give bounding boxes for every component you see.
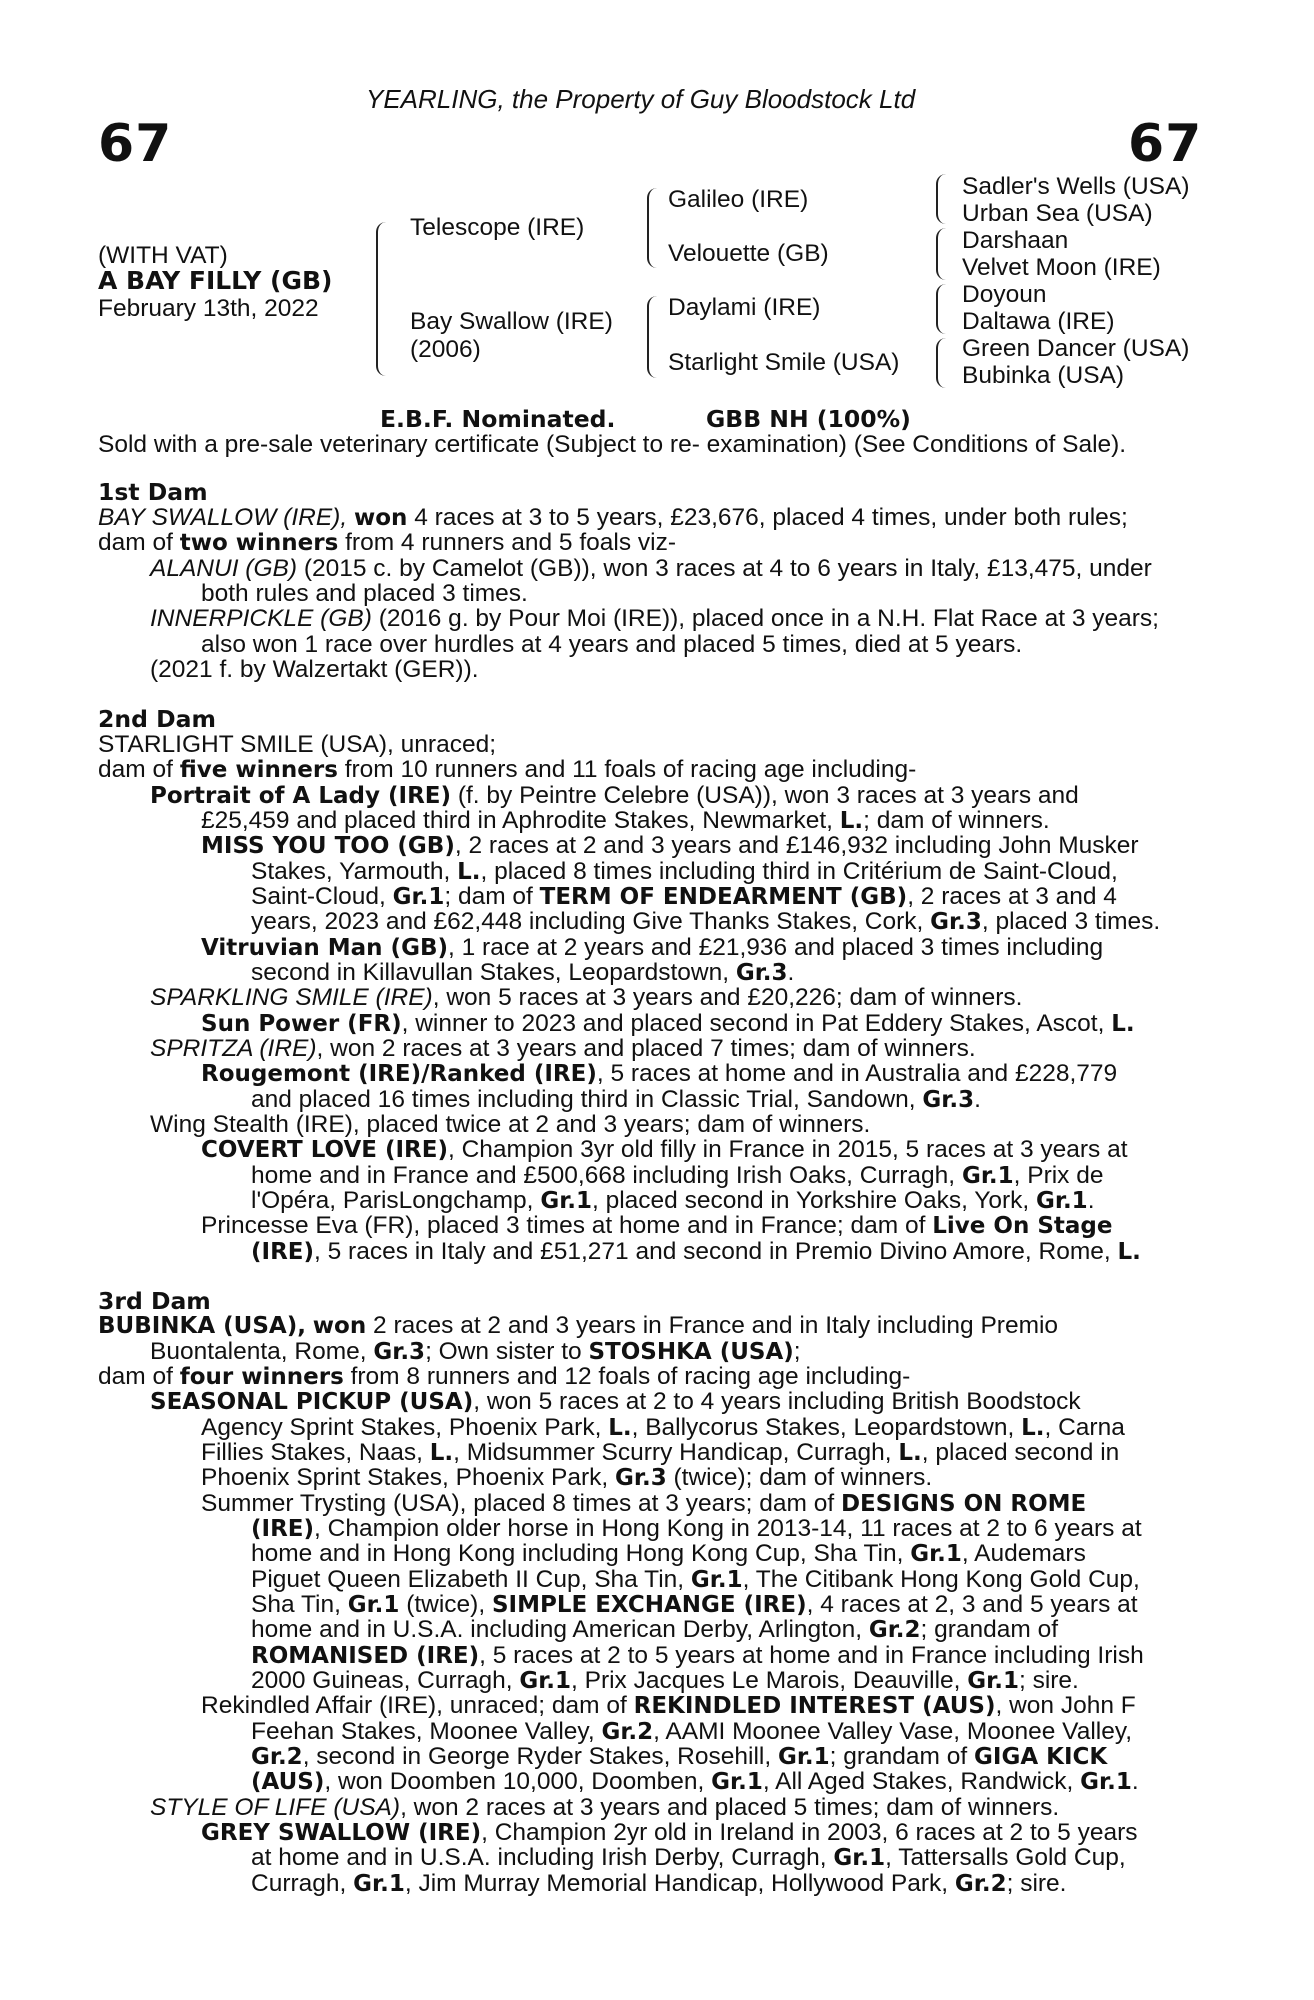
dam2-line: dam of five winners from 10 runners and 11 foals of racing age including-: [98, 756, 917, 783]
dam1-line: (2021 f. by Walzertakt (GER)).: [150, 656, 479, 683]
dam3-line: 2000 Guineas, Curragh, Gr.1, Prix Jacques Le Marois, Deauville, Gr.1; sire.: [251, 1667, 1079, 1694]
pedigree-dsd: Daltawa (IRE): [962, 308, 1115, 335]
dam3-heading: 3rd Dam: [98, 1287, 211, 1315]
lot-name: A BAY FILLY (GB): [98, 266, 333, 295]
dam3-line: STYLE OF LIFE (USA), won 2 races at 3 years and placed 5 times; dam of winners.: [150, 1794, 1060, 1821]
dam2-line: SPARKLING SMILE (IRE), won 5 races at 3 years and £20,226; dam of winners.: [150, 984, 1023, 1011]
dam2-line: COVERT LOVE (IRE), Champion 3yr old filly in France in 2015, 5 races at 3 years at: [201, 1136, 1128, 1163]
bracket-ds: [936, 284, 946, 334]
pedigree-dam-year: (2006): [410, 336, 481, 363]
dam3-line: (AUS), won Doomben 10,000, Doomben, Gr.1, All Aged Stakes, Randwick, Gr.1.: [251, 1768, 1139, 1795]
page-title: YEARLING, the Property of Guy Bloodstock Ltd: [366, 84, 916, 114]
bracket-ss: [936, 174, 946, 224]
bracket-sire: [647, 188, 659, 268]
vat-note: (WITH VAT): [98, 242, 228, 269]
dam3-line: Buontalenta, Rome, Gr.3; Own sister to STOSHKA (USA);: [150, 1338, 801, 1365]
dam2-line: and placed 16 times including third in Classic Trial, Sandown, Gr.3.: [251, 1086, 981, 1113]
dam3-line: ROMANISED (IRE), 5 races at 2 to 5 years at home and in France including Irish: [251, 1642, 1144, 1669]
pedigree-ss: Galileo (IRE): [668, 186, 809, 213]
dam2-line: Wing Stealth (IRE), placed twice at 2 and 3 years; dam of winners.: [150, 1111, 871, 1138]
dam2-line: Princesse Eva (FR), placed 3 times at home and in France; dam of Live On Stage: [201, 1212, 1113, 1239]
foaling-date: February 13th, 2022: [98, 295, 319, 322]
dam3-line: (IRE), Champion older horse in Hong Kong in 2013-14, 11 races at 2 to 6 years at: [251, 1515, 1142, 1542]
dam3-line: Fillies Stakes, Naas, L., Midsummer Scurry Handicap, Curragh, L., placed second in: [201, 1439, 1120, 1466]
bracket-sd: [936, 228, 946, 280]
bracket-main: [376, 222, 388, 376]
dam2-line: years, 2023 and £62,448 including Give Thanks Stakes, Cork, Gr.3, placed 3 times.: [251, 908, 1161, 935]
dam3-line: BUBINKA (USA), won 2 races at 2 and 3 years in France and in Italy including Premio: [98, 1312, 1059, 1339]
dam2-line: l'Opéra, ParisLongchamp, Gr.1, placed second in Yorkshire Oaks, York, Gr.1.: [251, 1187, 1095, 1214]
pedigree-dd: Starlight Smile (USA): [668, 349, 900, 376]
dam3-line: Piguet Queen Elizabeth II Cup, Sha Tin, Gr.1, The Citibank Hong Kong Gold Cup,: [251, 1566, 1140, 1593]
pedigree-ssd: Urban Sea (USA): [962, 200, 1153, 227]
pedigree-sds: Darshaan: [962, 227, 1069, 254]
dam1-line: both rules and placed 3 times.: [201, 580, 528, 607]
dam3-line: Gr.2, second in George Ryder Stakes, Rosehill, Gr.1; grandam of GIGA KICK: [251, 1743, 1108, 1770]
dam1-heading: 1st Dam: [98, 478, 208, 506]
dam2-line: Sun Power (FR), winner to 2023 and placed second in Pat Eddery Stakes, Ascot, L.: [201, 1010, 1135, 1037]
dam3-line: Sha Tin, Gr.1 (twice), SIMPLE EXCHANGE (IRE), 4 races at 2, 3 and 5 years at: [251, 1591, 1138, 1618]
bracket-dam: [647, 296, 659, 378]
lot-number-left: 67: [98, 114, 173, 174]
pedigree-ds: Daylami (IRE): [668, 294, 821, 321]
lot-number-right: 67: [1128, 114, 1203, 174]
dam3-line: Summer Trysting (USA), placed 8 times at 3 years; dam of DESIGNS ON ROME: [201, 1490, 1087, 1517]
pedigree-sd: Velouette (GB): [668, 240, 829, 267]
dam2-line: Vitruvian Man (GB), 1 race at 2 years and £21,936 and placed 3 times including: [201, 934, 1104, 961]
dam3-line: Phoenix Sprint Stakes, Phoenix Park, Gr.3 (twice); dam of winners.: [201, 1464, 933, 1491]
dam3-line: GREY SWALLOW (IRE), Champion 2yr old in Ireland in 2003, 6 races at 2 to 5 years: [201, 1819, 1138, 1846]
dam2-line: Rougemont (IRE)/Ranked (IRE), 5 races at home and in Australia and £228,779: [201, 1060, 1118, 1087]
pedigree-dss: Doyoun: [962, 281, 1047, 308]
sale-note: Sold with a pre-sale veterinary certificate (Subject to re- examination) (See Conditions of Sale).: [98, 431, 1127, 458]
dam2-line: (IRE), 5 races in Italy and £51,271 and second in Premio Divino Amore, Rome, L.: [251, 1238, 1141, 1265]
dam1-line: dam of two winners from 4 runners and 5 foals viz-: [98, 529, 677, 556]
dam3-line: Agency Sprint Stakes, Phoenix Park, L., Ballycorus Stakes, Leopardstown, L., Carna: [201, 1414, 1125, 1441]
dam3-line: dam of four winners from 8 runners and 12 foals of racing age including-: [98, 1363, 911, 1390]
dam2-line: Saint-Cloud, Gr.1; dam of TERM OF ENDEARMENT (GB), 2 races at 3 and 4: [251, 883, 1117, 910]
dam1-line: BAY SWALLOW (IRE), won 4 races at 3 to 5 years, £23,676, placed 4 times, under both rules;: [98, 504, 1128, 531]
dam2-line: home and in France and £500,668 including Irish Oaks, Curragh, Gr.1, Prix de: [251, 1162, 1104, 1189]
ebf-note: E.B.F. Nominated.: [380, 405, 616, 433]
gbb-note: GBB NH (100%): [706, 405, 911, 433]
pedigree-dds: Green Dancer (USA): [962, 335, 1190, 362]
dam3-line: Feehan Stakes, Moonee Valley, Gr.2, AAMI Moonee Valley Vase, Moonee Valley,: [251, 1718, 1133, 1745]
dam2-heading: 2nd Dam: [98, 705, 216, 733]
pedigree-dam: Bay Swallow (IRE): [410, 308, 613, 335]
dam2-line: Portrait of A Lady (IRE) (f. by Peintre Celebre (USA)), won 3 races at 3 years and: [150, 782, 1079, 809]
dam3-line: Curragh, Gr.1, Jim Murray Memorial Handicap, Hollywood Park, Gr.2; sire.: [251, 1870, 1067, 1897]
dam2-line: MISS YOU TOO (GB), 2 races at 2 and 3 years and £146,932 including John Musker: [201, 832, 1139, 859]
dam2-line: £25,459 and placed third in Aphrodite Stakes, Newmarket, L.; dam of winners.: [201, 807, 1050, 834]
pedigree-sdd: Velvet Moon (IRE): [962, 254, 1161, 281]
dam1-line: ALANUI (GB) (2015 c. by Camelot (GB)), won 3 races at 4 to 6 years in Italy, £13,475, under: [150, 555, 1152, 582]
pedigree-sire: Telescope (IRE): [410, 214, 585, 241]
dam2-line: second in Killavullan Stakes, Leopardstown, Gr.3.: [251, 959, 795, 986]
dam2-line: SPRITZA (IRE), won 2 races at 3 years and placed 7 times; dam of winners.: [150, 1035, 976, 1062]
dam3-line: home and in U.S.A. including American Derby, Arlington, Gr.2; grandam of: [251, 1616, 1059, 1643]
dam3-line: Rekindled Affair (IRE), unraced; dam of REKINDLED INTEREST (AUS), won John F: [201, 1692, 1136, 1719]
dam3-line: SEASONAL PICKUP (USA), won 5 races at 2 to 4 years including British Boodstock: [150, 1388, 1081, 1415]
dam3-line: at home and in U.S.A. including Irish Derby, Curragh, Gr.1, Tattersalls Gold Cup,: [251, 1844, 1126, 1871]
dam2-line: Stakes, Yarmouth, L., placed 8 times including third in Critérium de Saint-Cloud,: [251, 858, 1118, 885]
dam1-line: INNERPICKLE (GB) (2016 g. by Pour Moi (IRE)), placed once in a N.H. Flat Race at 3 years;: [150, 605, 1159, 632]
pedigree-sss: Sadler's Wells (USA): [962, 173, 1190, 200]
bracket-dd: [936, 338, 946, 388]
dam2-line: STARLIGHT SMILE (USA), unraced;: [98, 731, 497, 758]
dam3-line: home and in Hong Kong including Hong Kong Cup, Sha Tin, Gr.1, Audemars: [251, 1540, 1086, 1567]
dam1-line: also won 1 race over hurdles at 4 years and placed 5 times, died at 5 years.: [201, 631, 1023, 658]
pedigree-ddd: Bubinka (USA): [962, 362, 1125, 389]
